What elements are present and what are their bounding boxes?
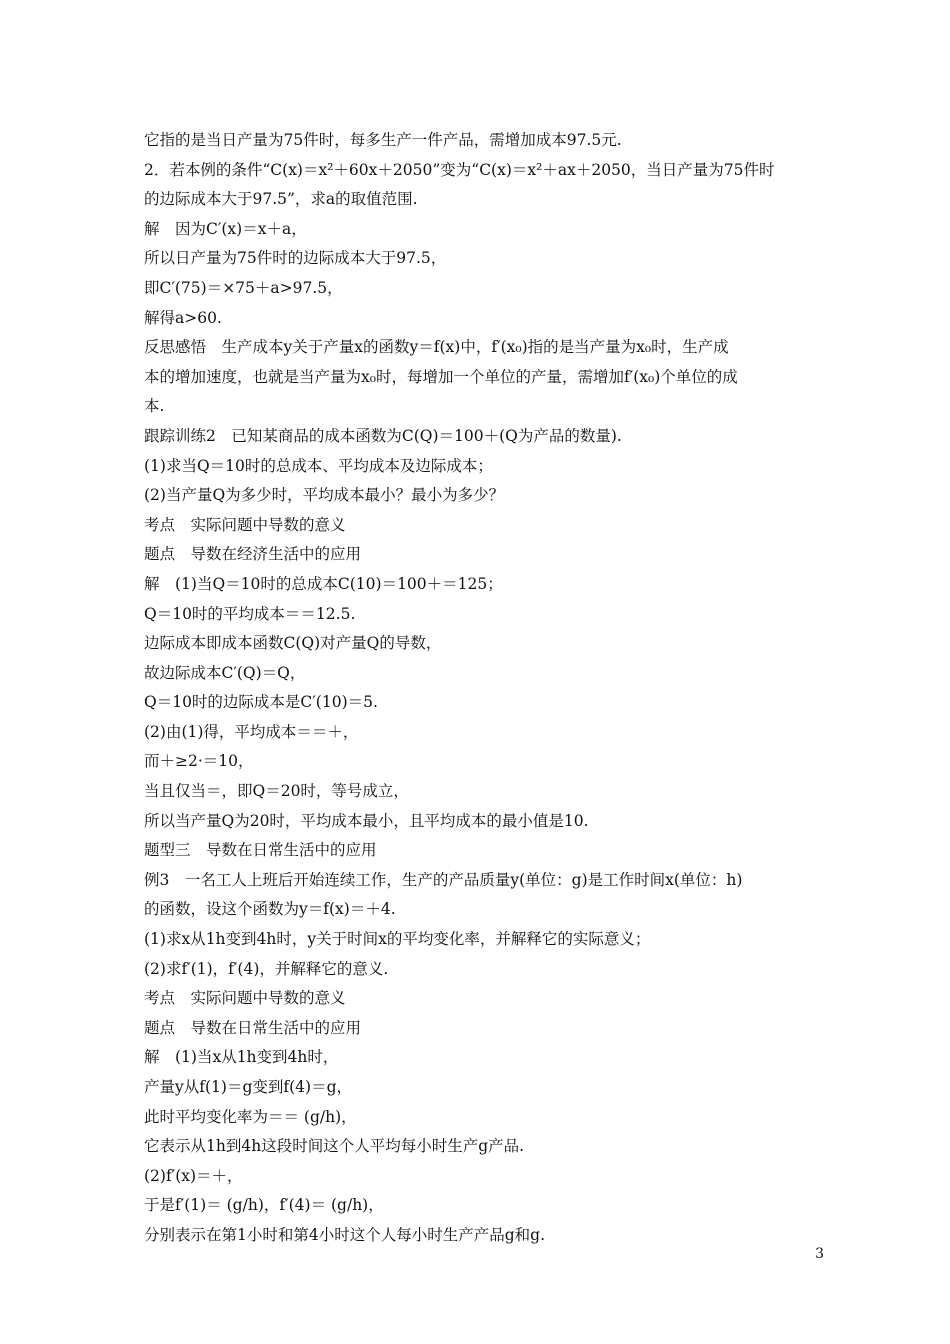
page-number: 3: [815, 1246, 824, 1262]
text-line: (2)求f′(1)，f′(4)，并解释它的意义.: [144, 959, 389, 978]
text-line: 它表示从1h到4h这段时间这个人平均每小时生产g产品.: [144, 1137, 525, 1156]
text-line: (2)当产量Q为多少时，平均成本最小？最小为多少？: [144, 486, 505, 505]
text-line: 的函数，设这个函数为y＝f(x)＝＋4.: [144, 900, 396, 919]
text-line: 当且仅当＝，即Q＝20时，等号成立，: [144, 782, 409, 801]
text-line: (2)由(1)得，平均成本＝＝＋，: [144, 722, 359, 741]
text-line: (2)f′(x)＝＋，: [144, 1166, 243, 1185]
text-line: 反思感悟 生产成本y关于产量x的函数y＝f(x)中，f′(x₀)指的是当产量为x₀时，生产成: [144, 338, 729, 357]
text-line: 考点 实际问题中导数的意义: [144, 515, 346, 534]
text-line: 它指的是当日产量为75件时，每多生产一件产品，需增加成本97.5元.: [144, 131, 622, 149]
text-line: 解 (1)当x从1h变到4h时，: [144, 1048, 339, 1067]
text-line: 本.: [144, 397, 165, 416]
text-line: 所以日产量为75件时的边际成本大于97.5，: [144, 249, 447, 268]
text-line: 而＋≥2·＝10，: [144, 752, 254, 771]
text-line: 即C′(75)＝×75＋a>97.5，: [144, 278, 343, 297]
text-line: 例3 一名工人上班后开始连续工作，生产的产品质量y(单位：g)是工作时间x(单位：h): [144, 870, 743, 889]
text-line: 解得a>60.: [144, 308, 222, 327]
text-line: 2．若本例的条件“C(x)＝x²＋60x＋2050”变为“C(x)＝x²＋ax＋2050，当日产量为75件时: [144, 160, 775, 179]
text-line: 跟踪训练2 已知某商品的成本函数为C(Q)＝100＋(Q为产品的数量).: [144, 426, 622, 445]
text-line: 边际成本即成本函数C(Q)对产量Q的导数，: [144, 634, 442, 653]
text-line: 于是f′(1)＝ (g/h)，f′(4)＝ (g/h)，: [144, 1196, 384, 1215]
document-body: [144, 126, 824, 1251]
text-line: (1)求x从1h变到4h时，y关于时间x的平均变化率，并解释它的实际意义；: [144, 930, 651, 949]
text-line: 分别表示在第1小时和第4小时这个人每小时生产产品g和g.: [144, 1225, 545, 1244]
text-line: Q＝10时的边际成本是C′(10)＝5.: [144, 693, 378, 712]
text-line: 考点 实际问题中导数的意义: [144, 989, 346, 1008]
text-line: Q＝10时的平均成本＝＝12.5.: [144, 604, 356, 623]
text-line: 解 因为C′(x)＝x＋a，: [144, 219, 307, 238]
text-line: 本的增加速度，也就是当产量为x₀时，每增加一个单位的产量，需增加f′(x₀)个单位的成: [144, 367, 738, 386]
text-line: 此时平均变化率为＝＝ (g/h)，: [144, 1107, 357, 1126]
text-line: 题点 导数在经济生活中的应用: [144, 545, 362, 564]
text-line: 产量y从f(1)＝g变到f(4)＝g，: [144, 1078, 352, 1096]
text-line: 解 (1)当Q＝10时的总成本C(10)＝100＋＝125；: [144, 574, 503, 593]
section-heading: 题型三 导数在日常生活中的应用: [144, 841, 377, 860]
text-line: (1)求当Q＝10时的总成本、平均成本及边际成本；: [144, 456, 493, 475]
text-line: 故边际成本C′(Q)＝Q，: [144, 663, 306, 682]
text-line: 题点 导数在日常生活中的应用: [144, 1018, 362, 1037]
text-line: 所以当产量Q为20时，平均成本最小，且平均成本的最小值是10.: [144, 811, 589, 830]
text-line: 的边际成本大于97.5”，求a的取值范围.: [144, 190, 418, 209]
